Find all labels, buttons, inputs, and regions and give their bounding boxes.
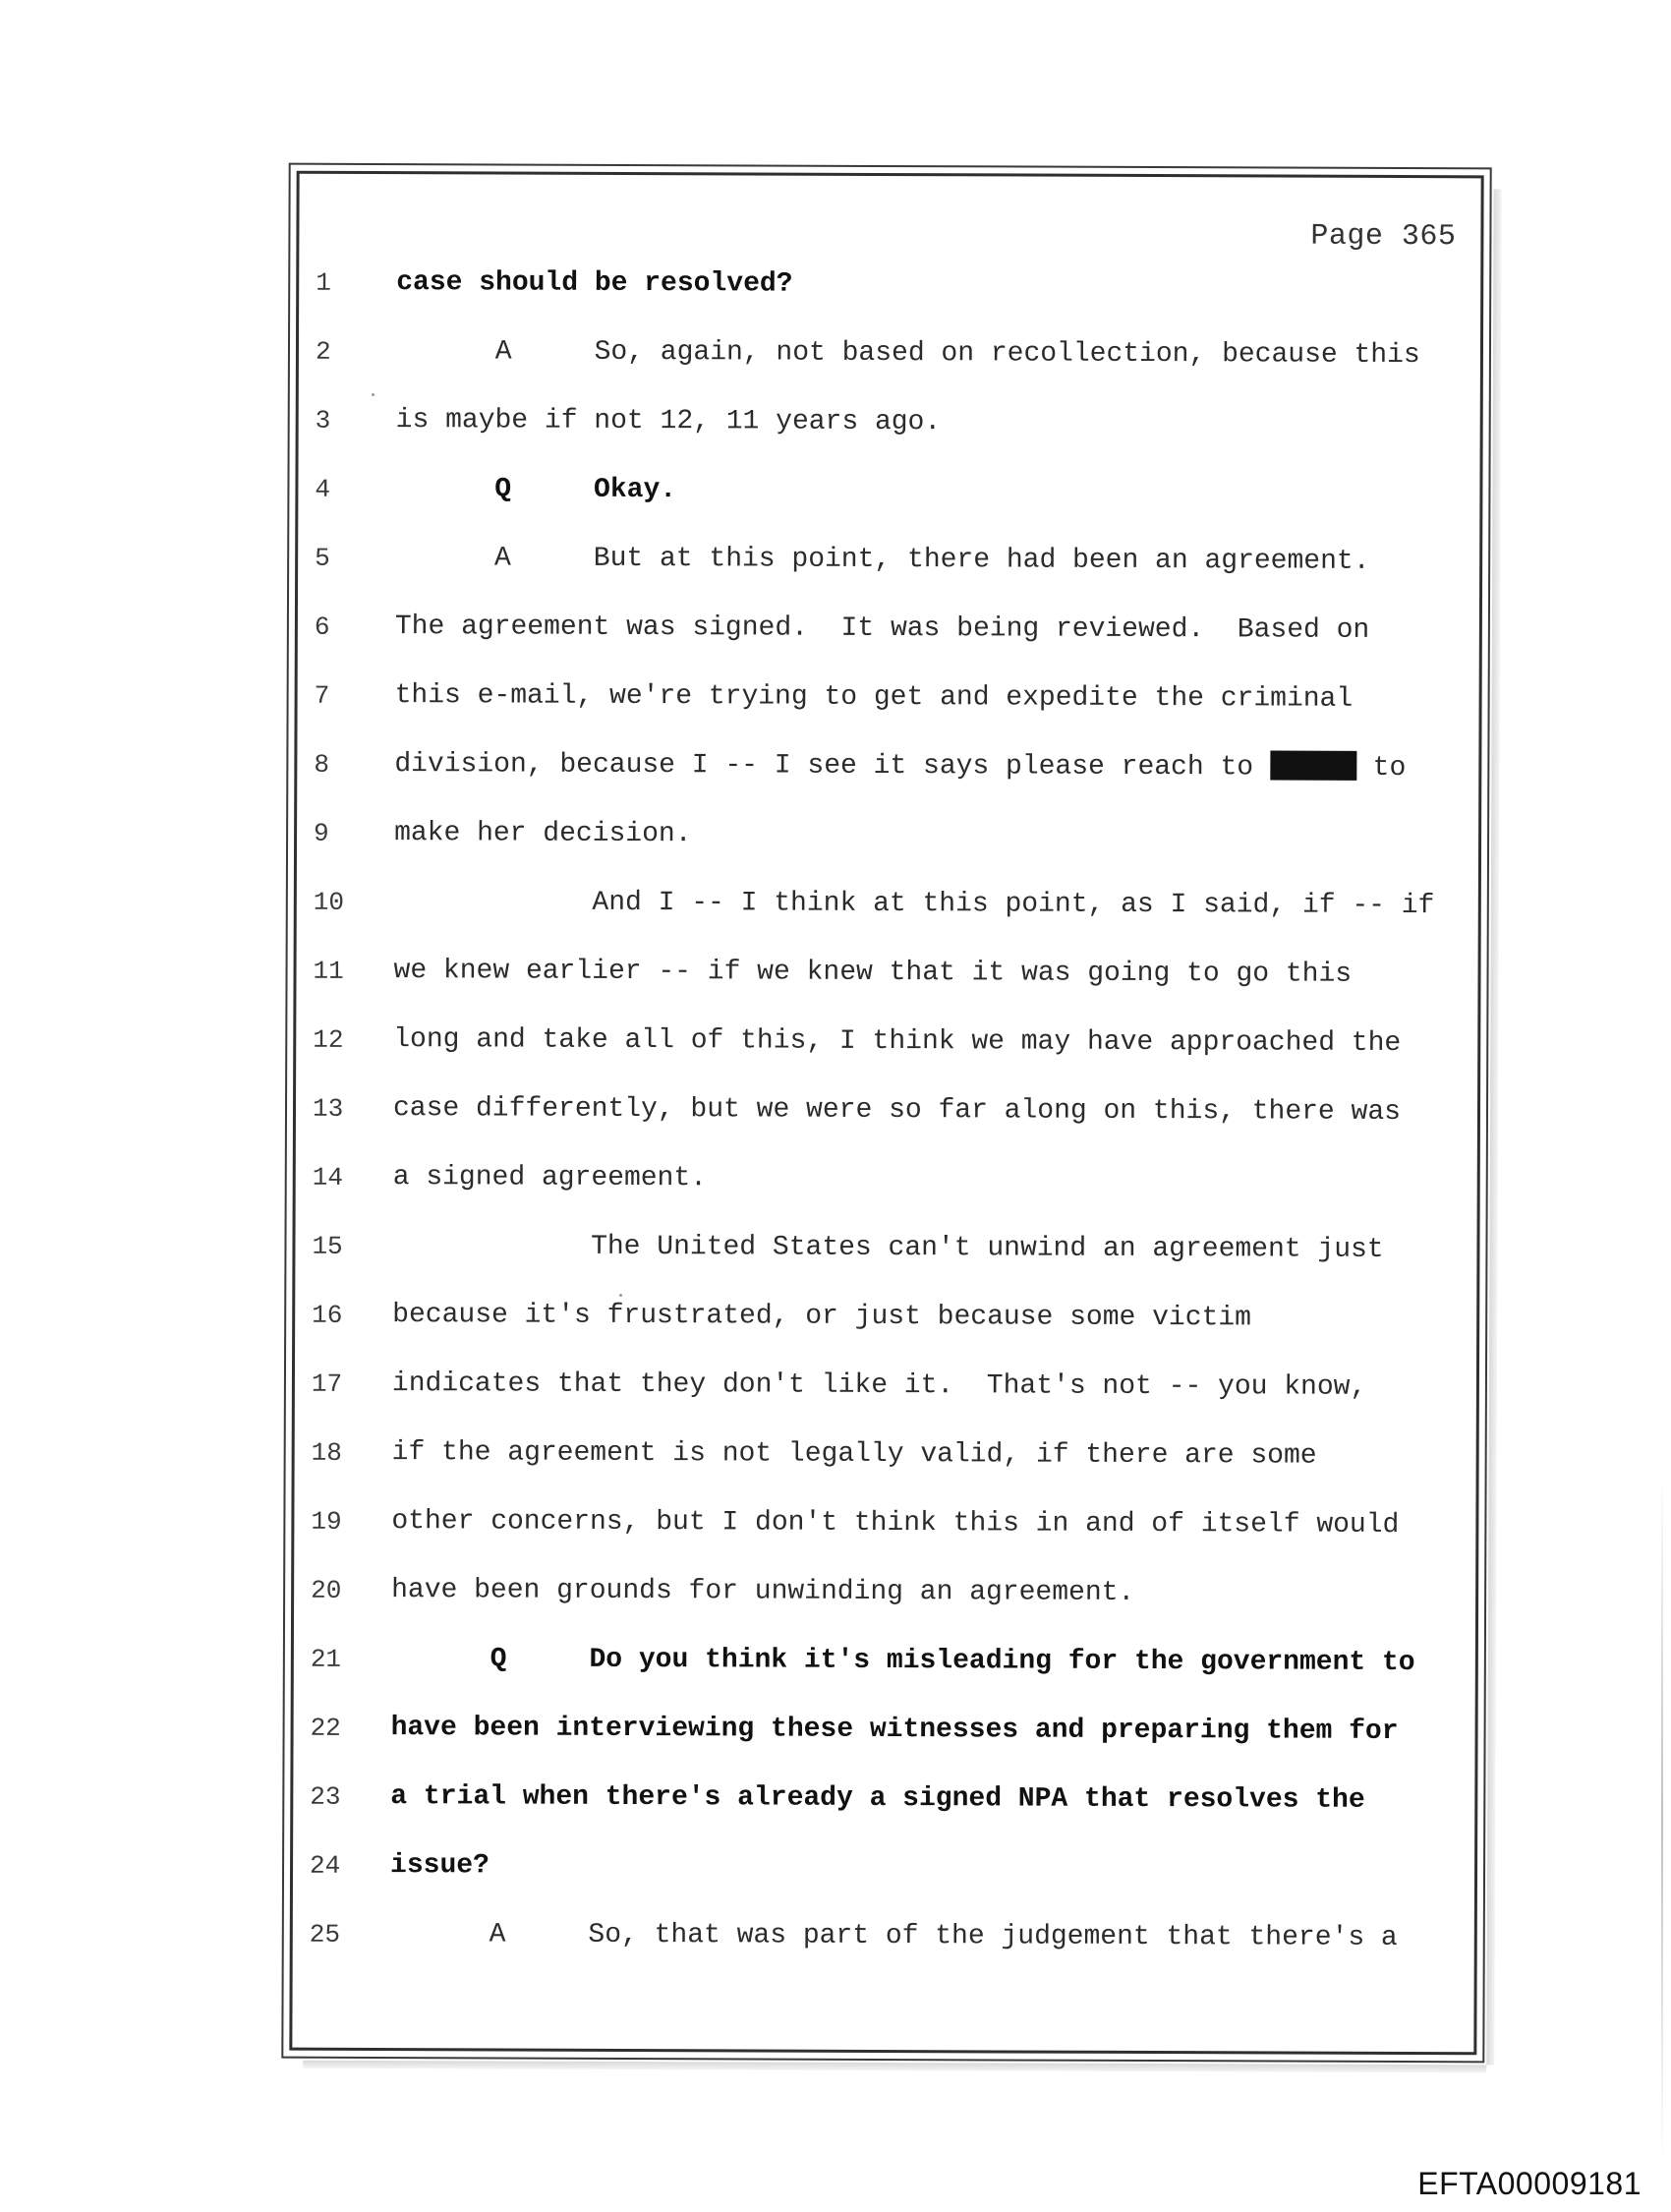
line-text-after-redaction: to [1355, 752, 1407, 785]
line-number: 21 [310, 1644, 342, 1674]
transcript-line [286, 1365, 1485, 1409]
line-number: 15 [312, 1231, 343, 1261]
transcript-line [289, 470, 1488, 514]
transcript-line [290, 401, 1489, 445]
line-text: case should be resolved? [396, 267, 793, 300]
transcript-line [286, 1227, 1485, 1271]
line-text: The United States can't unwind an agreement just [392, 1231, 1384, 1265]
line-text: issue? [389, 1850, 490, 1882]
transcript-line [284, 1846, 1483, 1891]
line-text: indicates that they don't like it. That's not -- you know, [391, 1368, 1367, 1403]
line-text: is maybe if not 12, 11 years ago. [395, 405, 942, 438]
line-number: 2 [315, 336, 331, 367]
line-number: 13 [312, 1093, 344, 1124]
line-text: Q Okay. [395, 474, 677, 506]
transcript-line [290, 332, 1489, 377]
scan-speck [372, 393, 375, 396]
transcript-line [288, 883, 1487, 927]
page-shadow-bottom [303, 2061, 1486, 2073]
line-text [394, 745, 1406, 788]
line-number: 8 [314, 749, 330, 780]
transcript-line [284, 1915, 1483, 1959]
line-number: 18 [311, 1437, 342, 1468]
transcript-line [286, 1433, 1485, 1478]
transcript-line [287, 952, 1486, 996]
line-number: 9 [314, 818, 329, 848]
line-text: a signed agreement. [392, 1162, 708, 1194]
page-number: Page 365 [1310, 219, 1457, 255]
line-number: 24 [309, 1850, 341, 1881]
transcript-line [288, 814, 1487, 858]
line-text: this e-mail, we're trying to get and expedite the criminal [394, 680, 1354, 715]
redaction-block [1270, 750, 1356, 780]
line-number: 16 [312, 1300, 343, 1330]
transcript-line [286, 1296, 1485, 1340]
line-text: have been interviewing these witnesses and preparing them for [390, 1713, 1399, 1748]
transcript-line [288, 745, 1487, 789]
line-text: long and take all of this, I think we may have approached the [393, 1024, 1402, 1060]
line-number: 10 [313, 887, 345, 917]
line-text: have been grounds for unwinding an agreement. [391, 1575, 1135, 1608]
line-number: 7 [314, 680, 330, 711]
transcript-line [289, 539, 1488, 583]
scan-edge-mark [1661, 1475, 1663, 2163]
line-number: 4 [315, 474, 331, 504]
line-number: 14 [312, 1162, 344, 1193]
transcript-line [287, 1089, 1486, 1134]
transcript-page-frame [281, 163, 1491, 2064]
line-text: if the agreement is not legally valid, if there are some [391, 1437, 1317, 1472]
line-text: because it's frustrated, or just because some victim [392, 1300, 1252, 1334]
transcript-line [285, 1640, 1484, 1684]
line-text: The agreement was signed. It was being reviewed. Based on [394, 611, 1370, 646]
document-id: EFTA00009181 [1417, 2166, 1642, 2201]
line-number: 20 [311, 1575, 342, 1605]
line-text: A But at this point, there had been an agreement. [395, 543, 1370, 577]
line-number: 23 [310, 1781, 341, 1812]
transcript-line [285, 1502, 1484, 1546]
line-number: 17 [311, 1368, 343, 1399]
line-number: 3 [315, 405, 331, 436]
line-number: 6 [314, 611, 330, 642]
line-text: a trial when there's already a signed NPA that resolves the [390, 1781, 1365, 1816]
transcript-line [285, 1709, 1484, 1753]
line-number: 5 [315, 543, 330, 573]
transcript-line [287, 1158, 1486, 1202]
line-number: 25 [309, 1919, 341, 1950]
line-number: 1 [316, 267, 331, 298]
line-number: 11 [313, 956, 344, 986]
transcript-line [289, 608, 1488, 652]
transcript-line [289, 676, 1488, 721]
line-number: 22 [310, 1713, 341, 1743]
transcript-line [284, 1777, 1483, 1822]
line-text: A So, again, not based on recollection, because this [395, 336, 1420, 372]
line-text-before-redaction: division, because I -- I see it says please reach to [394, 749, 1270, 784]
line-text: A So, that was part of the judgement that there's a [389, 1919, 1398, 1954]
scan-speck [619, 1294, 622, 1297]
page-shadow-right [1486, 189, 1501, 2065]
transcript-line [290, 263, 1489, 308]
line-text: And I -- I think at this point, as I said, if -- if [393, 887, 1435, 922]
transcript-line [287, 1020, 1486, 1065]
line-text: Q Do you think it's misleading for the government to [390, 1644, 1415, 1679]
line-number: 12 [313, 1024, 344, 1055]
line-text: case differently, but we were so far along on this, there was [392, 1093, 1402, 1129]
line-text: we knew earlier -- if we knew that it was going to go this [393, 956, 1353, 990]
line-number: 19 [311, 1506, 342, 1537]
line-text: other concerns, but I don't think this in and of itself would [391, 1506, 1400, 1542]
transcript-line [285, 1571, 1484, 1615]
line-text: make her decision. [394, 818, 692, 850]
